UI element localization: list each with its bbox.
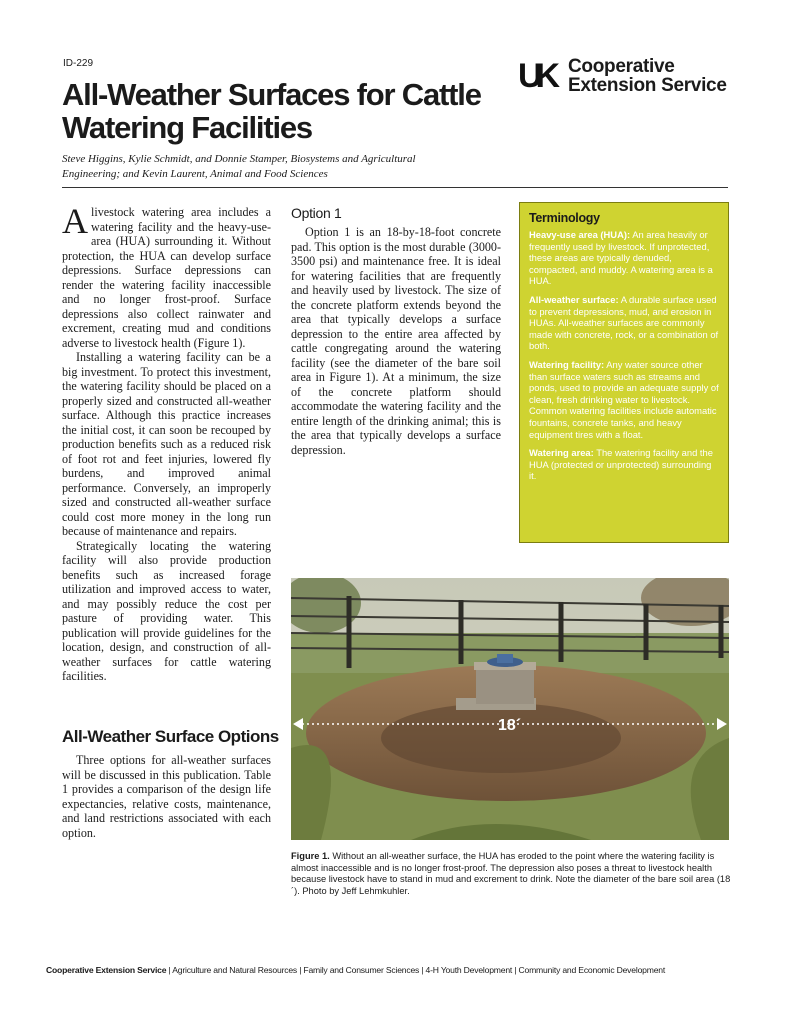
logo-line-2: Extension Service bbox=[568, 75, 727, 96]
caption-label: Figure 1. bbox=[291, 851, 330, 861]
term-definition: An area heavily or frequently used by livestock. If unprotected, these areas are typically denuded, compacted, and muddy. A watering area is a HUA. bbox=[529, 229, 713, 287]
term-definition: Any water source other than surface waters such as streams and ponds, used to provide an adequate supply of clean, fresh drinking water to livestock. Common watering facilities include automatic fountains, concrete tanks, and heavy equipment tires with a float. bbox=[529, 358, 719, 440]
intro-paragraph-1 bbox=[62, 201, 271, 350]
authors-line: Steve Higgins, Kylie Schmidt, and Donnie Stamper, Biosystems and Agricultural Engineering; and Kevin Laurent, Animal and Food Sciences bbox=[62, 153, 416, 180]
term-watering-facility bbox=[529, 359, 719, 440]
terminology-box bbox=[519, 202, 729, 543]
publication-id: ID-229 bbox=[63, 58, 94, 69]
dimension-label: 18´ bbox=[498, 717, 522, 734]
term-all-weather-surface bbox=[529, 294, 719, 352]
figure-1-photo bbox=[291, 578, 729, 840]
terminology-heading: Terminology bbox=[529, 211, 600, 225]
footer-programs: | Agriculture and Natural Resources | Family and Consumer Sciences | 4-H Youth Development | Community and Economic Development bbox=[168, 965, 666, 975]
drop-cap: A bbox=[62, 201, 88, 241]
footer-brand: Cooperative Extension Service bbox=[46, 965, 167, 975]
logo-line-1: Cooperative bbox=[568, 56, 675, 77]
term-label: Heavy-use area (HUA): bbox=[529, 229, 631, 240]
term-definition: A durable surface used to prevent depressions, mud, and erosion in HUAs. All-weather surfaces are commonly made with concrete, rock, or a combination of both. bbox=[529, 293, 719, 352]
options-paragraph: Three options for all-weather surfaces will be discussed in this publication. Table 1 provides a comparison of the design life expectancies, relative costs, maintenance, and land restrictions associated with each option. bbox=[62, 753, 271, 840]
watering-area-photo-illustration bbox=[291, 578, 729, 840]
uk-logo-mark: UK bbox=[518, 57, 554, 95]
document-title: All-Weather Surfaces for Cattle Watering Facilities bbox=[62, 77, 481, 145]
term-label: Watering facility: bbox=[529, 358, 605, 370]
uk-extension-logo bbox=[518, 57, 733, 97]
option-1-body bbox=[291, 225, 501, 457]
term-label: All-weather surface: bbox=[529, 293, 619, 305]
intro-paragraph-3: Strategically locating the watering facility will also provide production benefits such as increased forage utilization and improved access to water, and may possibly reduce the cost per pasture of providing water. This publication will provide guidelines for the location, design, and construction of all-weather surfaces for cattle watering facilities. bbox=[62, 538, 271, 683]
term-hua bbox=[529, 229, 719, 287]
option-1-paragraph: Option 1 is an 18-by-18-foot concrete pad. This option is the most durable (3000-3500 psi) and maintenance free. It is ideal for watering facilities that are frequently and heavily used by livestock. The size of the concrete platform extends beyond the area that typically develops a surface depression to the entire area affected by cattle congregating around the watering facility (see the diameter of the bare soil area in Figure 1). At a minimum, the size of the concrete platform should accommodate the watering facility and the entire length of the drinking animal; this is the area that typically develops a surface depression. bbox=[291, 225, 501, 457]
caption-text: Without an all-weather surface, the HUA has eroded to the point where the watering facility is almost inaccessible and is no longer frost-proof. The depression also poses a threat to livestock health because livestock have to stand in mud and excrement to drink. Note the diameter of the bare soil area (18´). Photo by Jeff Lehmkuhler. bbox=[291, 851, 731, 897]
options-section-body bbox=[62, 753, 271, 840]
option-1-heading: Option 1 bbox=[291, 205, 342, 221]
intro-text bbox=[62, 201, 271, 684]
term-label: Watering area: bbox=[529, 447, 594, 459]
term-watering-area bbox=[529, 447, 719, 482]
options-section-heading: All-Weather Surface Options bbox=[62, 727, 279, 746]
intro-paragraph-1-text: livestock watering area includes a watering facility and the heavy-use-area (HUA) surrounding it. Without protection, the HUA can develop surface depressions. Surface depressions can render the watering facility inaccessible and no longer frost-proof. Surface depressions also collect rainwater and excrement, creating mud and conditions adverse to livestock health (Figure 1). bbox=[62, 205, 271, 350]
figure-1-caption bbox=[291, 851, 731, 898]
footer-bar bbox=[46, 965, 766, 975]
term-definition: The watering facility and the HUA (protected or unprotected) surrounding it. bbox=[529, 447, 713, 482]
intro-paragraph-2: Installing a watering facility can be a big investment. To protect this investment, the watering facility should be placed on a properly sized and constructed all-weather surface. Although this practice increases the initial cost, it can soon be recouped by production benefits such as a reduced risk of foot rot and feet injuries, lowered fly burdens, and improved animal performance. Conversely, an improperly sized and constructed all-weather surface could cost more money in the long run because of maintenance and repairs. bbox=[62, 350, 271, 538]
header-rule bbox=[62, 187, 728, 188]
